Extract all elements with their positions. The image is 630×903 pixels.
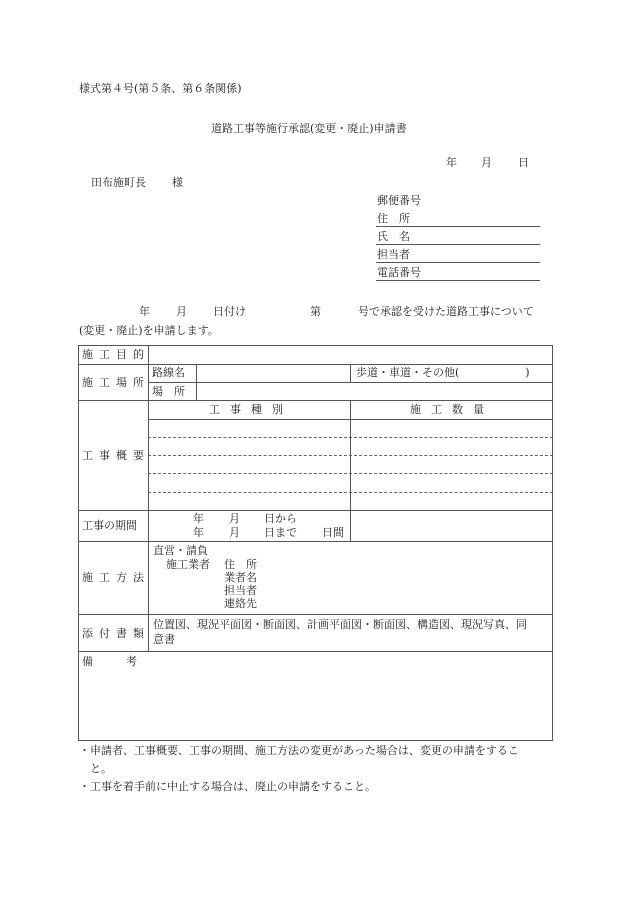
contact-person-label: 担当者: [377, 248, 410, 261]
intro-month: 月: [176, 305, 187, 318]
route-name-label: 路線名: [152, 366, 185, 379]
intro-dated: 日付け: [213, 305, 246, 318]
rule: [78, 400, 553, 401]
quantity-header: 施工数量: [410, 403, 494, 416]
purpose-field[interactable]: [149, 346, 552, 364]
method-type[interactable]: 直営・請負: [153, 544, 208, 557]
date-month: 月: [481, 156, 492, 169]
note-1-line1: ・申請者、工事概要、工事の期間、施工方法の変更があった場合は、変更の申請をするこ: [79, 744, 519, 757]
contractor-label: 施工業者: [166, 558, 210, 571]
period-days: 日間: [322, 526, 344, 539]
note-1-line2: と。: [90, 762, 112, 775]
period-from-month: 月: [229, 512, 240, 525]
attachments-line1: 位置図、現況平面図・断面図、計画平面図・断面図、構造図、現況写真、同: [153, 618, 527, 631]
intro-line2: (変更・廃止)を申請します。: [79, 324, 219, 337]
phone-label: 電話番号: [377, 266, 421, 279]
attachments-label: 添付書類: [82, 627, 150, 640]
remarks-label: 備 考: [82, 655, 137, 668]
location-label: 施工場所: [82, 376, 150, 389]
form-number: 様式第４号(第５条、第６条関係): [79, 82, 242, 95]
period-to-month: 月: [229, 526, 240, 539]
period-from-year: 年: [193, 512, 204, 525]
name-label: 氏 名: [377, 230, 410, 243]
work-type-header: 工事種別: [209, 403, 293, 416]
date-year: 年: [446, 156, 457, 169]
period-label: 工事の期間: [82, 519, 137, 532]
table-border-bottom: [78, 740, 553, 741]
note-2: ・工事を着手前に中止する場合は、廃止の申請をすること。: [79, 780, 376, 793]
place-field[interactable]: [197, 383, 552, 400]
contractor-person-label: 担当者: [224, 584, 257, 597]
road-type-divider: [350, 364, 351, 382]
period-to-year: 年: [193, 526, 204, 539]
address-label: 住 所: [377, 212, 410, 225]
contractor-address-label: 住 所: [224, 558, 257, 571]
method-label: 施工方法: [82, 571, 150, 584]
attachments-line2: 意書: [153, 633, 175, 646]
period-from-day: 日から: [264, 512, 297, 525]
rule: [78, 541, 553, 542]
contractor-name-label: 業者名: [224, 571, 257, 584]
period-to-day: 日まで: [264, 526, 297, 539]
contact-person-underline[interactable]: [376, 262, 540, 263]
purpose-label: 施工目的: [82, 348, 150, 361]
intro-rest: 号で承認を受けた道路工事について: [358, 305, 534, 318]
addressee-honorific: 様: [172, 176, 183, 189]
intro-no: 第: [310, 305, 321, 318]
route-name-field[interactable]: [197, 365, 350, 382]
work-type-field[interactable]: [149, 420, 350, 510]
table-border-right: [552, 345, 553, 741]
document-title: 道路工事等施行承認(変更・廃止)申請書: [211, 122, 407, 135]
remarks-field[interactable]: [79, 670, 552, 740]
phone-underline[interactable]: [376, 280, 540, 281]
address-underline[interactable]: [376, 226, 540, 227]
intro-year: 年: [139, 305, 150, 318]
postal-code-label: 郵便番号: [377, 194, 421, 207]
rule: [78, 614, 553, 615]
quantity-field[interactable]: [351, 420, 552, 510]
road-type-options[interactable]: 歩道・車道・その他( ): [356, 366, 530, 379]
name-underline[interactable]: [376, 244, 540, 245]
overview-label: 工事概要: [82, 449, 150, 462]
period-extra-field[interactable]: [351, 511, 552, 541]
rule: [78, 651, 553, 652]
place-label: 場 所: [152, 385, 185, 398]
date-day: 日: [518, 156, 529, 169]
contractor-contact-label: 連絡先: [224, 597, 257, 610]
addressee-name: 田布施町長: [91, 176, 146, 189]
